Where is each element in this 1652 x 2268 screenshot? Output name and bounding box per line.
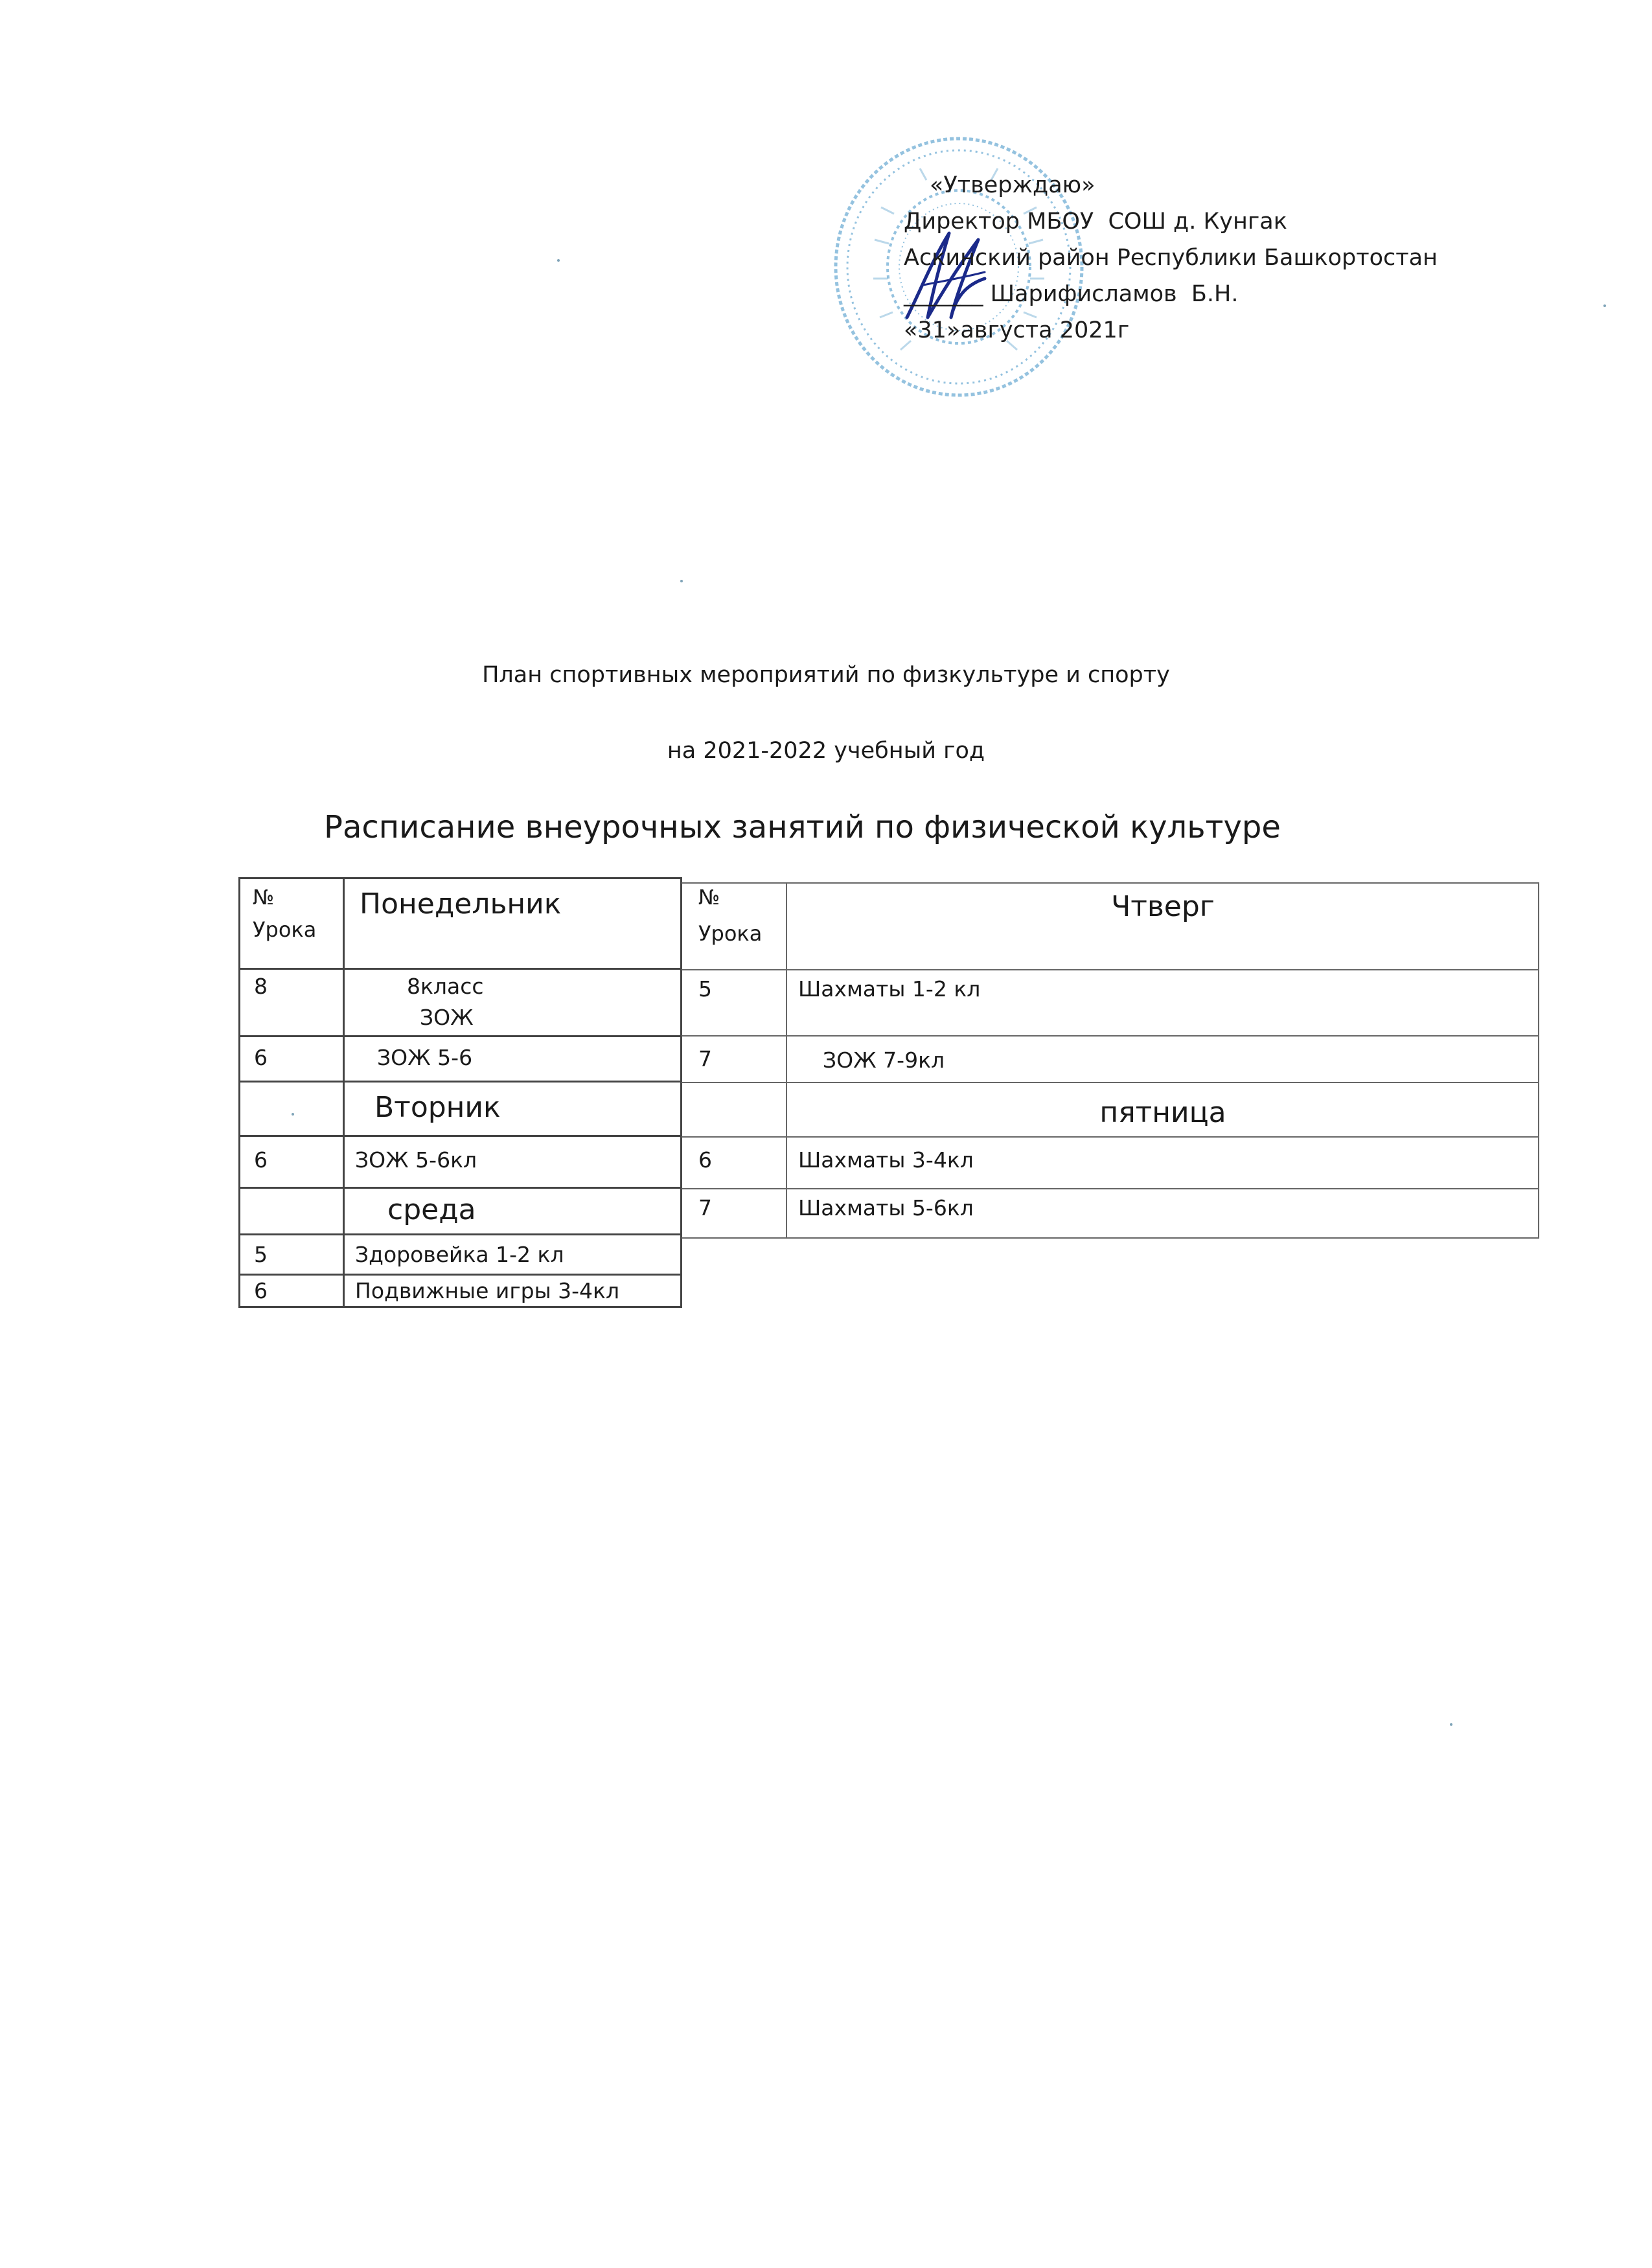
table-row-activity: ЗОЖ 5-6кл — [355, 1147, 477, 1173]
right-table-border — [786, 882, 787, 1239]
approval-date: «31»августа 2021г — [904, 317, 1130, 343]
approval-district: Аскинский район Республики Башкортостан — [904, 245, 1438, 271]
left-table-border — [680, 877, 682, 1308]
table-row-num: 5 — [698, 976, 712, 1002]
table-row-num: 7 — [698, 1046, 712, 1071]
left-table-border — [238, 1274, 682, 1276]
scan-speck — [557, 259, 560, 262]
left-num-header-line1: № — [253, 885, 275, 910]
left-table-border — [343, 877, 345, 1308]
right-table-border — [682, 882, 1539, 884]
left-table-border — [238, 1135, 682, 1137]
left-table-border — [238, 1306, 682, 1308]
approval-heading: «Утверждаю» — [930, 172, 1096, 198]
scan-speck — [1603, 304, 1606, 307]
scan-speck — [292, 1113, 294, 1116]
left-table-border — [238, 1187, 682, 1189]
day-header-tuesday: Вторник — [374, 1091, 501, 1124]
table-row-activity: Подвижные игры 3-4кл — [355, 1278, 620, 1303]
table-row-activity: Здоровейка 1-2 кл — [355, 1242, 564, 1267]
left-table-border — [238, 1035, 682, 1037]
right-table-border — [682, 1188, 1539, 1189]
table-row-num: 6 — [254, 1278, 268, 1303]
right-table-border — [682, 1082, 1539, 1083]
table-row-num: 8 — [254, 974, 268, 999]
plan-title: План спортивных мероприятий по физкультуре и спорту — [482, 662, 1170, 688]
table-row-num: 6 — [254, 1045, 268, 1070]
day-header-thursday: Чтверг — [1111, 890, 1215, 923]
table-row-num: 6 — [254, 1147, 268, 1173]
table-row-activity: 8класс — [407, 974, 484, 999]
right-num-header-line2: Урока — [698, 921, 763, 946]
day-header-wednesday: среда — [387, 1193, 476, 1226]
table-row-activity: Шахматы 3-4кл — [798, 1147, 974, 1173]
scan-speck — [1450, 1723, 1452, 1726]
left-table-border — [238, 877, 682, 879]
approval-director-position: Директор МБОУ СОШ д. Кунгак — [904, 209, 1287, 235]
table-row-activity: Шахматы 1-2 кл — [798, 976, 981, 1002]
right-num-header-line1: № — [698, 885, 720, 910]
right-table-border — [682, 1035, 1539, 1037]
schedule-title: Расписание внеурочных занятий по физической культуре — [324, 809, 1281, 845]
left-table-border — [238, 1233, 682, 1235]
table-row-num: 7 — [698, 1195, 712, 1220]
plan-year: на 2021-2022 учебный год — [667, 738, 985, 764]
right-table-border — [682, 1136, 1539, 1138]
table-row-activity-line2: ЗОЖ — [420, 1005, 474, 1030]
approval-block — [904, 167, 1438, 349]
day-header-monday: Понедельник — [360, 888, 562, 921]
scan-speck — [680, 580, 683, 582]
table-row-num: 6 — [698, 1147, 712, 1173]
left-num-header-line2: Урока — [253, 917, 317, 942]
left-table-border — [238, 1081, 682, 1082]
table-row-activity: Шахматы 5-6кл — [798, 1195, 974, 1220]
right-table-border — [1538, 882, 1539, 1239]
table-row-num: 5 — [254, 1242, 268, 1267]
approval-director-name: _______ Шарифисламов Б.Н. — [904, 281, 1239, 307]
right-table-border — [682, 969, 1539, 970]
left-table-border — [238, 877, 240, 1308]
day-header-friday: пятница — [1099, 1096, 1226, 1129]
left-table-border — [238, 968, 682, 970]
table-row-activity: ЗОЖ 7-9кл — [823, 1048, 945, 1073]
table-row-activity: ЗОЖ 5-6 — [377, 1045, 473, 1070]
right-table-border — [682, 1237, 1539, 1239]
